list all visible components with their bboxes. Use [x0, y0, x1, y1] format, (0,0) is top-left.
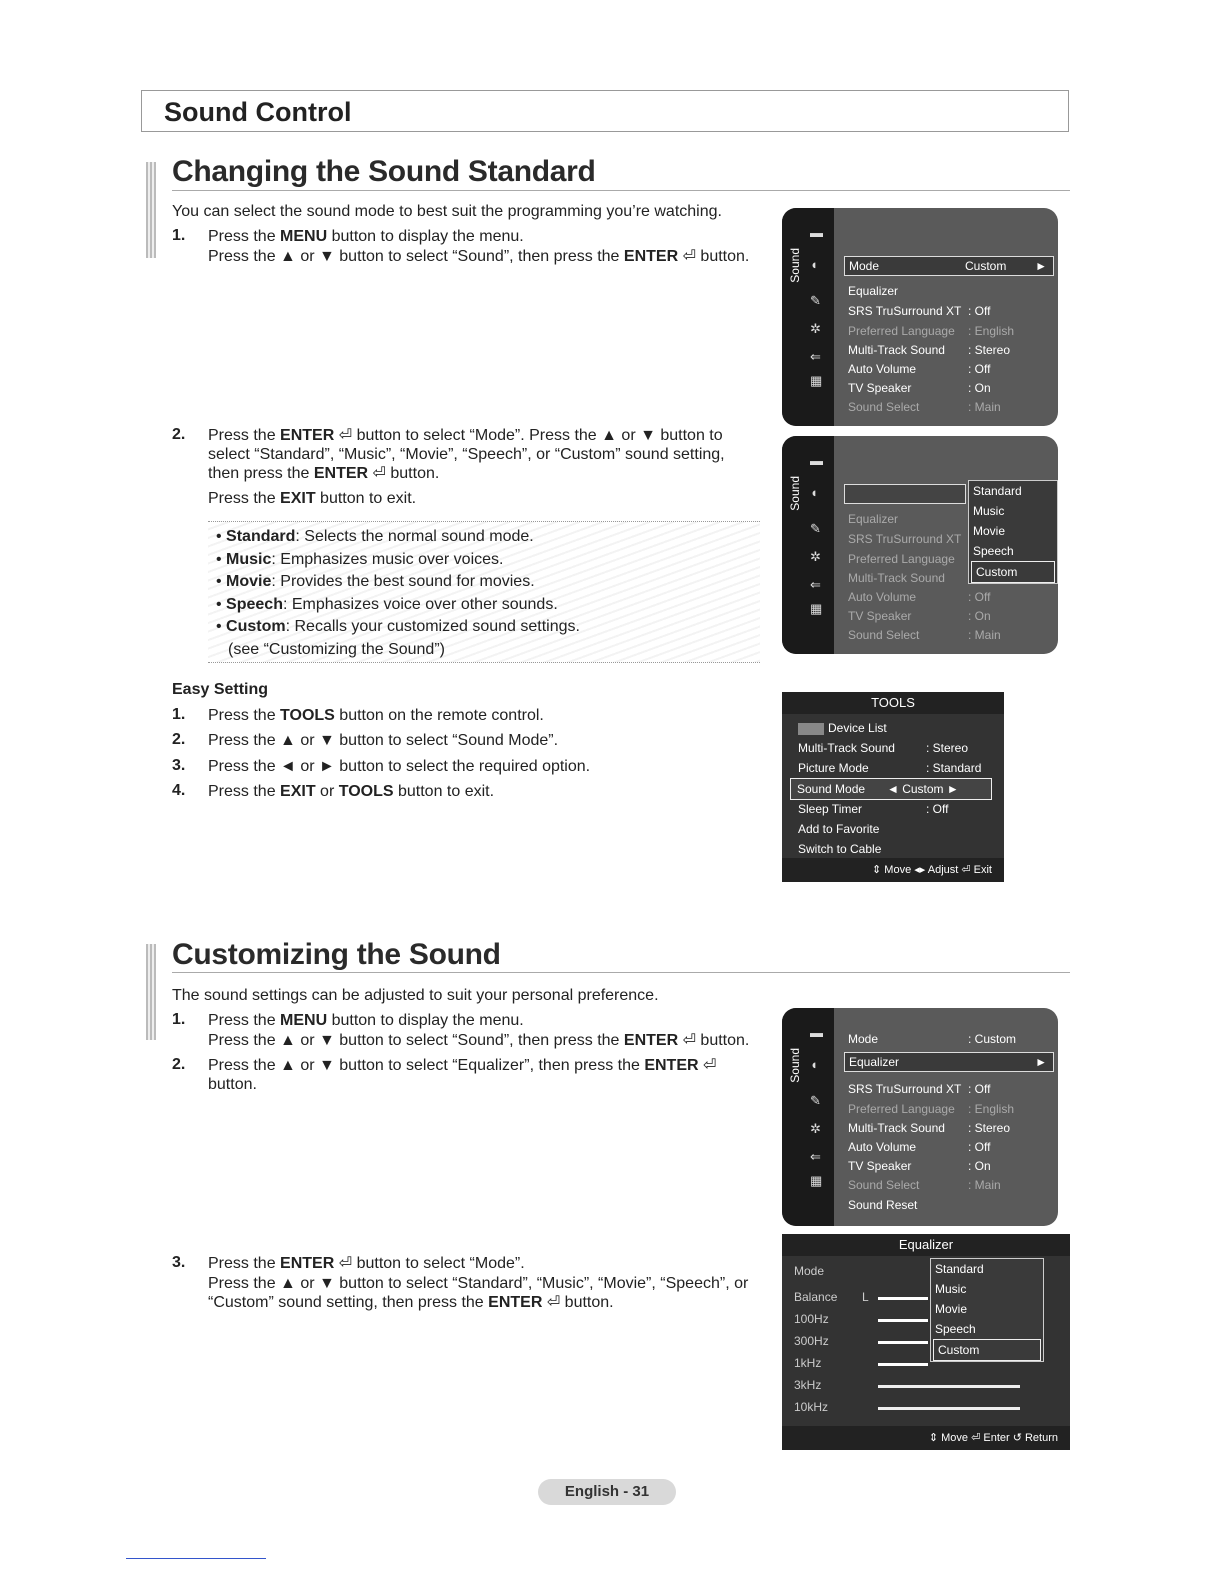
easy-step-1: Press the TOOLS button on the remote control. [208, 707, 544, 724]
device-list-icon [798, 723, 824, 735]
bullet-item: • Speech: Emphasizes voice over other sounds. [216, 595, 558, 613]
eq-label-balance: Balance [794, 1290, 838, 1304]
eq-label-3khz: 3kHz [794, 1378, 822, 1392]
mode-options-popup [968, 480, 1058, 584]
footer-line [126, 1558, 266, 1559]
menu-item-srs[interactable]: SRS TruSurround XT : Off [848, 304, 991, 318]
option-speech[interactable]: Speech [973, 544, 1014, 558]
menu-item-sound-reset[interactable]: Sound Reset [848, 1198, 918, 1212]
menu-item-mode[interactable]: Mode : Custom [848, 1032, 1017, 1046]
osd-sidebar [782, 436, 834, 654]
picture-icon: ▬ [810, 1025, 823, 1040]
eq-label-1khz: 1kHz [794, 1356, 822, 1370]
eq-slider-1khz[interactable] [878, 1363, 928, 1366]
input-icon: ⇐ [810, 577, 821, 592]
eq-slider-3khz[interactable] [878, 1385, 1020, 1388]
menu-item-tv-speaker[interactable]: TV Speaker : On [848, 609, 991, 623]
step-number: 4. [172, 782, 186, 799]
enter-icon: ⏎ [546, 1294, 561, 1311]
balance-slider[interactable] [878, 1297, 928, 1300]
step-number: 2. [172, 731, 186, 748]
chapter-title: Sound Control [164, 97, 352, 127]
arrow-right-icon: ► [1035, 259, 1047, 273]
channel-icon: ✎ [810, 521, 821, 536]
osd-sidebar [782, 1008, 834, 1226]
eq-slider-10khz[interactable] [878, 1407, 1020, 1410]
easy-step-4: Press the EXIT or TOOLS button to exit. [208, 783, 495, 800]
section-marker [146, 162, 156, 258]
menu-item-language[interactable]: Preferred Language [848, 552, 955, 566]
menu-item-language[interactable]: Preferred Language : English [848, 324, 1015, 338]
step1-line2: Press the ▲ or ▼ button to select “Sound”, then press the ENTER ⏎ button. [208, 248, 750, 265]
balance-l-mark: L [862, 1290, 869, 1304]
step1-line1: Press the MENU button to display the menu. [208, 228, 524, 245]
osd-sound-label: Sound [788, 476, 802, 511]
eq-label-300hz: 300Hz [794, 1334, 829, 1348]
menu-item-sound-select[interactable]: Sound Select : Main [848, 628, 1001, 642]
option-music[interactable]: Music [973, 504, 1005, 518]
arrow-right-icon: ► [1035, 1055, 1047, 1069]
menu-item-language[interactable]: Preferred Language : English [848, 1102, 1015, 1116]
osd-sidebar [782, 208, 834, 426]
eq-label-10khz: 10kHz [794, 1400, 829, 1414]
section2-intro: The sound settings can be adjusted to suit your personal preference. [172, 987, 659, 1004]
eq-slider-300hz[interactable] [878, 1341, 928, 1344]
enter-icon: ⏎ [703, 1057, 717, 1074]
section-rule [172, 972, 1070, 973]
s2-step3-line2: Press the ▲ or ▼ button to select “Standard”, “Music”, “Movie”, “Speech”, or [208, 1275, 749, 1292]
tools-item-switch-cable[interactable]: Switch to Cable [798, 842, 882, 856]
application-icon: ▦ [810, 1173, 823, 1188]
eq-label-100hz: 100Hz [794, 1312, 829, 1326]
menu-item-sound-select[interactable]: Sound Select : Main [848, 400, 1001, 414]
step-number: 3. [172, 1254, 186, 1271]
enter-icon: ⏎ [338, 1255, 353, 1272]
osd-sound-menu-equalizer [782, 1008, 1058, 1226]
step-number: 1. [172, 1011, 186, 1028]
osd-sound-label: Sound [788, 1048, 802, 1083]
step2-line2: select “Standard”, “Music”, “Movie”, “Speech”, or “Custom” sound setting, [208, 446, 725, 463]
application-icon: ▦ [810, 373, 823, 388]
easy-step-2: Press the ▲ or ▼ button to select “Sound Mode”. [208, 732, 559, 749]
eq-slider-100hz[interactable] [878, 1319, 928, 1322]
picture-icon: ▬ [810, 453, 823, 468]
s2-step3-line1: Press the ENTER ⏎ button to select “Mode”. [208, 1255, 525, 1272]
osd-sound-label: Sound [788, 248, 802, 283]
s2-step1-line2: Press the ▲ or ▼ button to select “Sound”, then press the ENTER ⏎ button. [208, 1032, 750, 1049]
step2-exit: Press the EXIT button to exit. [208, 490, 417, 507]
sound-icon: ◖ [810, 257, 818, 272]
input-icon: ⇐ [810, 1149, 821, 1164]
option-music[interactable]: Music [935, 1282, 967, 1296]
option-custom[interactable]: Custom [933, 1339, 1041, 1361]
eq-label-mode: Mode [794, 1264, 825, 1278]
menu-item-srs[interactable]: SRS TruSurround XT : Off [848, 1082, 991, 1096]
tools-item-device-list[interactable]: Device List [798, 718, 992, 738]
equalizer-title: Equalizer [782, 1234, 1070, 1256]
application-icon: ▦ [810, 601, 823, 616]
s2-step3-line3: “Custom” sound setting, then press the ENTER ⏎ button. [208, 1294, 614, 1311]
bullet-item: • Custom: Recalls your customized sound settings. [216, 618, 580, 635]
section1-intro: You can select the sound mode to best suit the programming you’re watching. [172, 203, 722, 220]
menu-item-multitrack[interactable]: Multi-Track Sound [848, 571, 945, 585]
menu-item-tv-speaker[interactable]: TV Speaker : On [848, 381, 991, 395]
step-number: 2. [172, 1056, 186, 1073]
menu-item-auto-volume[interactable]: Auto Volume : Off [848, 1140, 991, 1154]
s2-step1-line1: Press the MENU button to display the menu. [208, 1012, 524, 1029]
step2-line3: then press the ENTER ⏎ button. [208, 465, 440, 482]
tools-footer: ⇕ Move ◂▸ Adjust ⏎ Exit [782, 858, 1004, 882]
enter-icon: ⏎ [372, 465, 386, 482]
bullet-item: • Standard: Selects the normal sound mode. [216, 528, 534, 545]
channel-icon: ✎ [810, 293, 821, 308]
osd-sound-menu [782, 208, 1058, 426]
section-rule [172, 190, 1070, 191]
menu-item-srs[interactable]: SRS TruSurround XT [848, 532, 962, 546]
menu-item-multitrack[interactable]: Multi-Track Sound : Stereo [848, 343, 1011, 357]
channel-icon: ✎ [810, 1093, 821, 1108]
osd-mode-dropdown-screen [782, 436, 1058, 654]
menu-item-auto-volume[interactable]: Auto Volume : Off [848, 362, 991, 376]
step-number: 3. [172, 757, 186, 774]
option-custom[interactable]: Custom [971, 561, 1055, 583]
menu-item-equalizer[interactable]: Equalizer [848, 512, 899, 526]
osd-equalizer [782, 1234, 1070, 1450]
setup-icon: ✲ [810, 1121, 821, 1136]
setup-icon: ✲ [810, 549, 821, 564]
enter-icon: ⏎ [682, 1032, 696, 1049]
input-icon: ⇐ [810, 349, 821, 364]
step-number: 1. [172, 227, 186, 244]
equalizer-footer: ⇕ Move ⏎ Enter ↺ Return [782, 1426, 1070, 1450]
easy-step-3: Press the ◄ or ► button to select the required option. [208, 758, 591, 775]
tools-title: TOOLS [782, 692, 1004, 714]
setup-icon: ✲ [810, 321, 821, 336]
menu-item-tv-speaker[interactable]: TV Speaker : On [848, 1159, 991, 1173]
menu-item-mode[interactable]: Mode Custom ► [844, 256, 1054, 276]
easy-setting-title: Easy Setting [172, 681, 269, 698]
step2-line1: Press the ENTER ⏎ button to select “Mode”. Press the ▲ or ▼ button to [208, 427, 723, 444]
bullet-note: (see “Customizing the Sound”) [228, 640, 445, 658]
tools-item-multitrack[interactable]: Multi-Track Sound : Stereo [798, 741, 969, 755]
tools-item-sleep-timer[interactable]: Sleep Timer : Off [798, 802, 949, 816]
bullet-item: • Music: Emphasizes music over voices. [216, 550, 504, 568]
option-movie[interactable]: Movie [935, 1302, 968, 1316]
bullet-item: • Movie: Provides the best sound for movies. [216, 573, 535, 590]
menu-item-auto-volume[interactable]: Auto Volume : Off [848, 590, 991, 604]
option-standard[interactable]: Standard [935, 1262, 984, 1276]
page-number: English - 31 [538, 1479, 676, 1505]
step-number: 2. [172, 426, 186, 443]
menu-item-multitrack[interactable]: Multi-Track Sound : Stereo [848, 1121, 1011, 1135]
option-standard[interactable]: Standard [973, 484, 1022, 498]
section-marker [146, 944, 156, 1040]
menu-item-equalizer[interactable]: Equalizer [848, 284, 899, 298]
picture-icon: ▬ [810, 225, 823, 240]
enter-icon: ⏎ [338, 427, 353, 444]
section-title-customizing: Customizing the Sound [172, 938, 501, 971]
chapter-header [141, 90, 1069, 132]
osd-tools-menu [782, 692, 1004, 882]
tools-item-sound-mode[interactable]: Sound Mode ◄ Custom ► [790, 778, 992, 800]
tools-item-add-favorite[interactable]: Add to Favorite [798, 822, 880, 836]
step-number: 1. [172, 706, 186, 723]
option-speech[interactable]: Speech [935, 1322, 976, 1336]
eq-mode-options-popup [930, 1258, 1044, 1362]
tools-item-picture-mode[interactable]: Picture Mode : Standard [798, 761, 982, 775]
sound-icon: ◖ [810, 485, 818, 500]
s2-step2-line2: button. [208, 1076, 257, 1093]
option-movie[interactable]: Movie [973, 524, 1006, 538]
menu-item-equalizer[interactable]: Equalizer ► [844, 1052, 1054, 1072]
menu-item-mode-active[interactable] [844, 484, 966, 504]
section-title-sound-standard: Changing the Sound Standard [172, 155, 596, 188]
s2-step2-line1: Press the ▲ or ▼ button to select “Equalizer”, then press the ENTER ⏎ [208, 1057, 717, 1074]
enter-icon: ⏎ [682, 248, 696, 265]
menu-item-sound-select[interactable]: Sound Select : Main [848, 1178, 1001, 1192]
mode-bullet-list [208, 521, 760, 663]
sound-icon: ◖ [810, 1057, 818, 1072]
